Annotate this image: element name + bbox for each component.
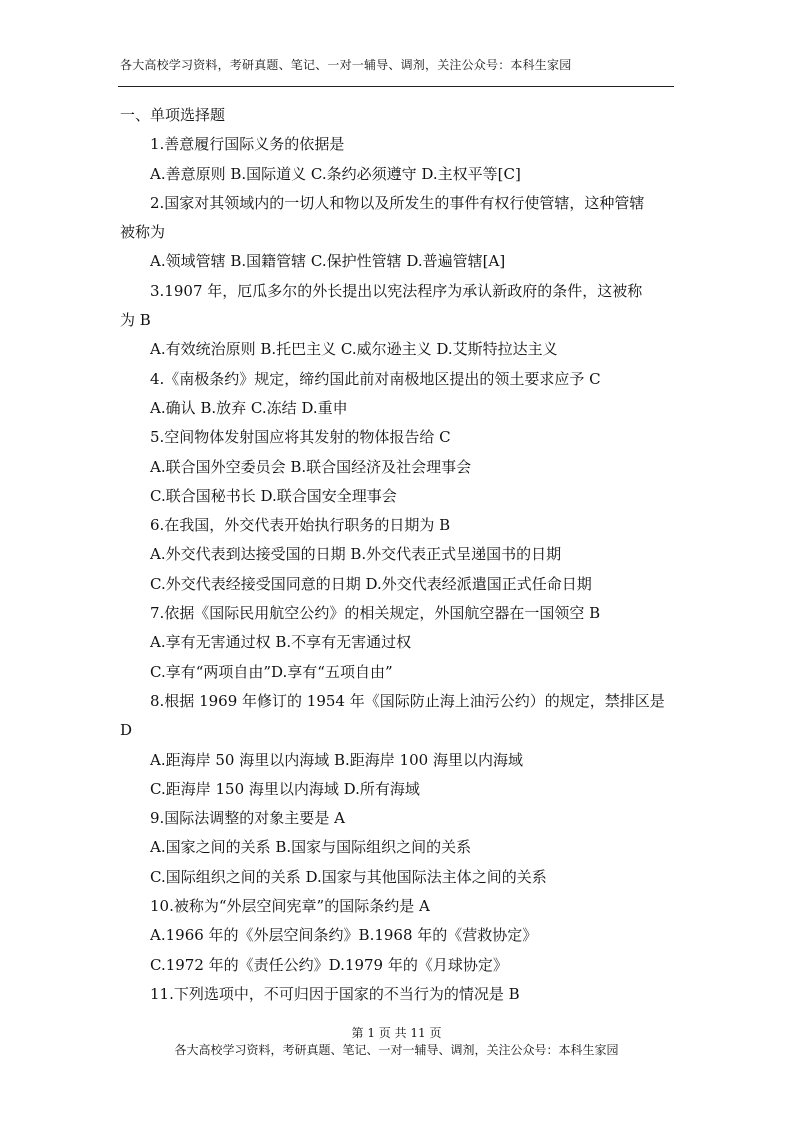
option-line: C.外交代表经接受国同意的日期 D.外交代表经派遣国正式任命日期	[150, 574, 592, 593]
option-line: A.善意原则 B.国际道义 C.条约必须遵守 D.主权平等[C]	[150, 164, 521, 183]
option-line: A.距海岸 50 海里以内海域 B.距海岸 100 海里以内海域	[150, 750, 523, 769]
question-line: 4.《南极条约》规定，缔约国此前对南极地区提出的领土要求应予 C	[150, 369, 601, 388]
option-line: A.享有无害通过权 B.不享有无害通过权	[150, 633, 412, 652]
question-line: 1.善意履行国际义务的依据是	[150, 135, 345, 154]
question-line: 9.国际法调整的对象主要是 A	[150, 809, 345, 828]
question-line-continued: 为 B	[120, 311, 151, 330]
page-header-text: 各大高校学习资料，考研真题、笔记、一对一辅导、调剂，关注公众号：本科生家园	[120, 58, 572, 72]
question-line: 5.空间物体发射国应将其发射的物体报告给 C	[150, 428, 451, 447]
header-divider	[118, 86, 674, 87]
question-line-continued: 被称为	[120, 223, 166, 242]
page-number: 第 1 页 共 11 页	[351, 1026, 442, 1040]
option-line: A.确认 B.放弃 C.冻结 D.重申	[150, 398, 348, 417]
option-line: A.国家之间的关系 B.国家与国际组织之间的关系	[150, 838, 472, 857]
option-line: A.1966 年的《外层空间条约》B.1968 年的《营救协定》	[150, 926, 538, 945]
option-line: A.有效统治原则 B.托巴主义 C.威尔逊主义 D.艾斯特拉达主义	[150, 340, 558, 359]
question-line-continued: D	[120, 721, 133, 740]
option-line: C.距海岸 150 海里以内海域 D.所有海域	[150, 779, 420, 798]
option-line: A.领域管辖 B.国籍管辖 C.保护性管辖 D.普遍管辖[A]	[150, 252, 506, 271]
option-line: A.联合国外空委员会 B.联合国经济及社会理事会	[150, 457, 472, 476]
option-line: A.外交代表到达接受国的日期 B.外交代表正式呈递国书的日期	[150, 545, 562, 564]
question-line: 6.在我国，外交代表开始执行职务的日期为 B	[150, 516, 451, 535]
option-line: C.联合国秘书长 D.联合国安全理事会	[150, 486, 397, 505]
section-title: 一、单项选择题	[120, 106, 226, 124]
question-line: 3.1907 年，厄瓜多尔的外长提出以宪法程序为承认新政府的条件，这被称	[150, 281, 643, 300]
option-line: C.享有“两项自由”D.享有“五项自由”	[150, 662, 393, 681]
question-line: 7.依据《国际民用航空公约》的相关规定，外国航空器在一国领空 B	[150, 604, 601, 623]
question-line: 8.根据 1969 年修订的 1954 年《国际防止海上油污公约）的规定，禁排区是	[150, 691, 665, 710]
question-line: 2.国家对其领域内的一切人和物以及所发生的事件有权行使管辖，这种管辖	[150, 193, 645, 212]
document-body	[120, 101, 674, 1009]
option-line: C.国际组织之间的关系 D.国家与其他国际法主体之间的关系	[150, 867, 547, 886]
option-line: C.1972 年的《责任公约》D.1979 年的《月球协定》	[150, 955, 508, 974]
question-line: 11.下列选项中，不可归因于国家的不当行为的情况是 B	[150, 984, 520, 1003]
question-line: 10.被称为“外层空间宪章”的国际条约是 A	[150, 897, 430, 916]
page-footer-text: 各大高校学习资料，考研真题、笔记、一对一辅导、调剂，关注公众号：本科生家园	[174, 1043, 619, 1057]
